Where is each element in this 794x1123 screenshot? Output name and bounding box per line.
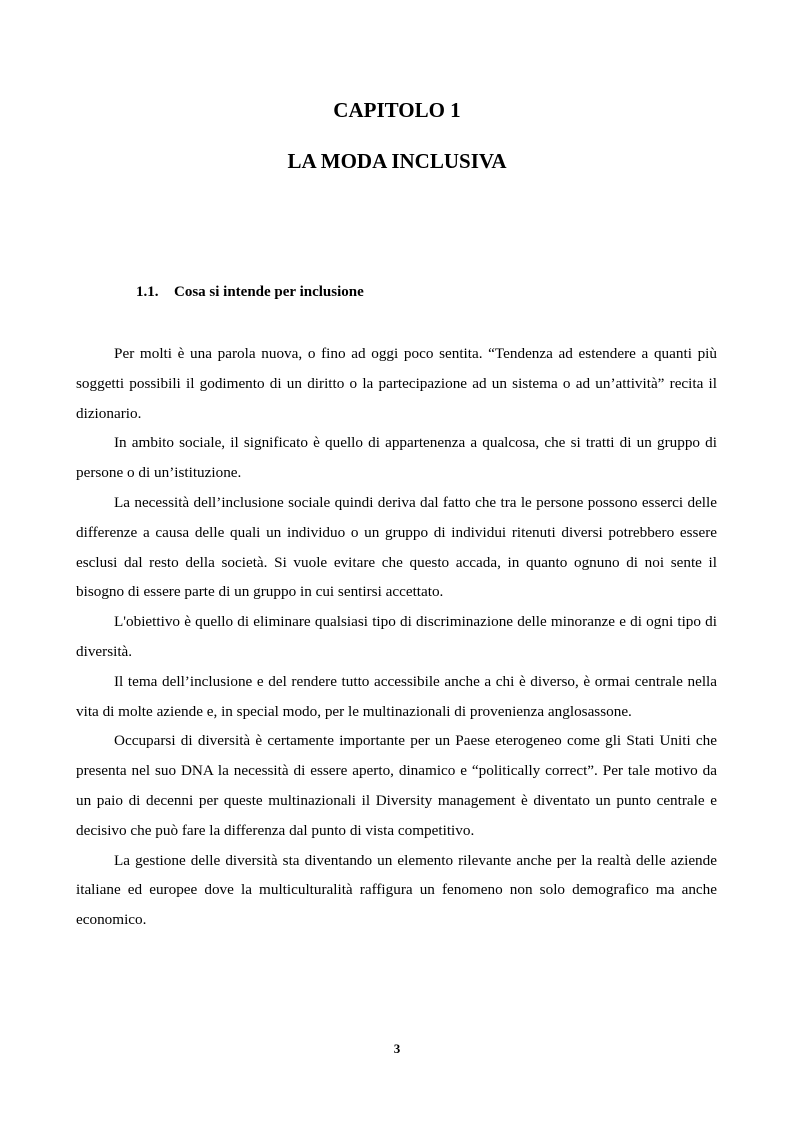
paragraph-7: La gestione delle diversità sta diventando un elemento rilevante anche per la realtà delle aziende italiane ed europee dove la multiculturalità raffigura un fenomeno non solo demografico ma anche economico. (76, 851, 717, 929)
section-number: 1.1. (136, 284, 159, 300)
paragraph-4: L'obiettivo è quello di eliminare qualsiasi tipo di discriminazione delle minoranze e di ogni tipo di diversità. (76, 613, 717, 660)
body-text (76, 339, 717, 935)
paragraph-1: Per molti è una parola nuova, o fino ad oggi poco sentita. “Tendenza ad estendere a quanti più soggetti possibili il godimento di un diritto o la partecipazione ad un sistema o ad un’attività” recita il dizionario. (76, 345, 717, 422)
page-number: 3 (393, 1041, 401, 1056)
paragraph-2: In ambito sociale, il significato è quello di appartenenza a qualcosa, che si tratti di un gruppo di persone o di un’istituzione. (76, 434, 717, 482)
section-title: Cosa si intende per inclusione (174, 284, 364, 300)
paragraph-6: Occuparsi di diversità è certamente importante per un Paese eterogeneo come gli Stati Uniti che presenta nel suo DNA la necessità di essere aperto, dinamico e “politically correct”. Per tale motivo da un paio di decenni per queste multinazionali il Diversity management è diventato un punto centrale e decisivo che può fare la differenza dal punto di vista competitivo. (76, 732, 717, 839)
chapter-title-heading: LA MODA INCLUSIVA (287, 149, 507, 173)
paragraph-5: Il tema dell’inclusione e del rendere tutto accessibile anche a chi è diverso, è ormai centrale nella vita di molte aziende e, in special modo, per le multinazionali di provenienza anglosassone. (76, 672, 717, 720)
paragraph-3: La necessità dell’inclusione sociale quindi deriva dal fatto che tra le persone possono esserci delle differenze a causa delle quali un individuo o un gruppo di individui ritenuti diversi potrebbero essere esclusi dal resto della società. Si vuole evitare che questo accada, in quanto ognuno di noi sente il bisogno di essere parte di un gruppo in cui sentirsi accettato. (76, 493, 717, 601)
section-heading (136, 282, 364, 302)
chapter-number-heading: CAPITOLO 1 (333, 98, 461, 122)
